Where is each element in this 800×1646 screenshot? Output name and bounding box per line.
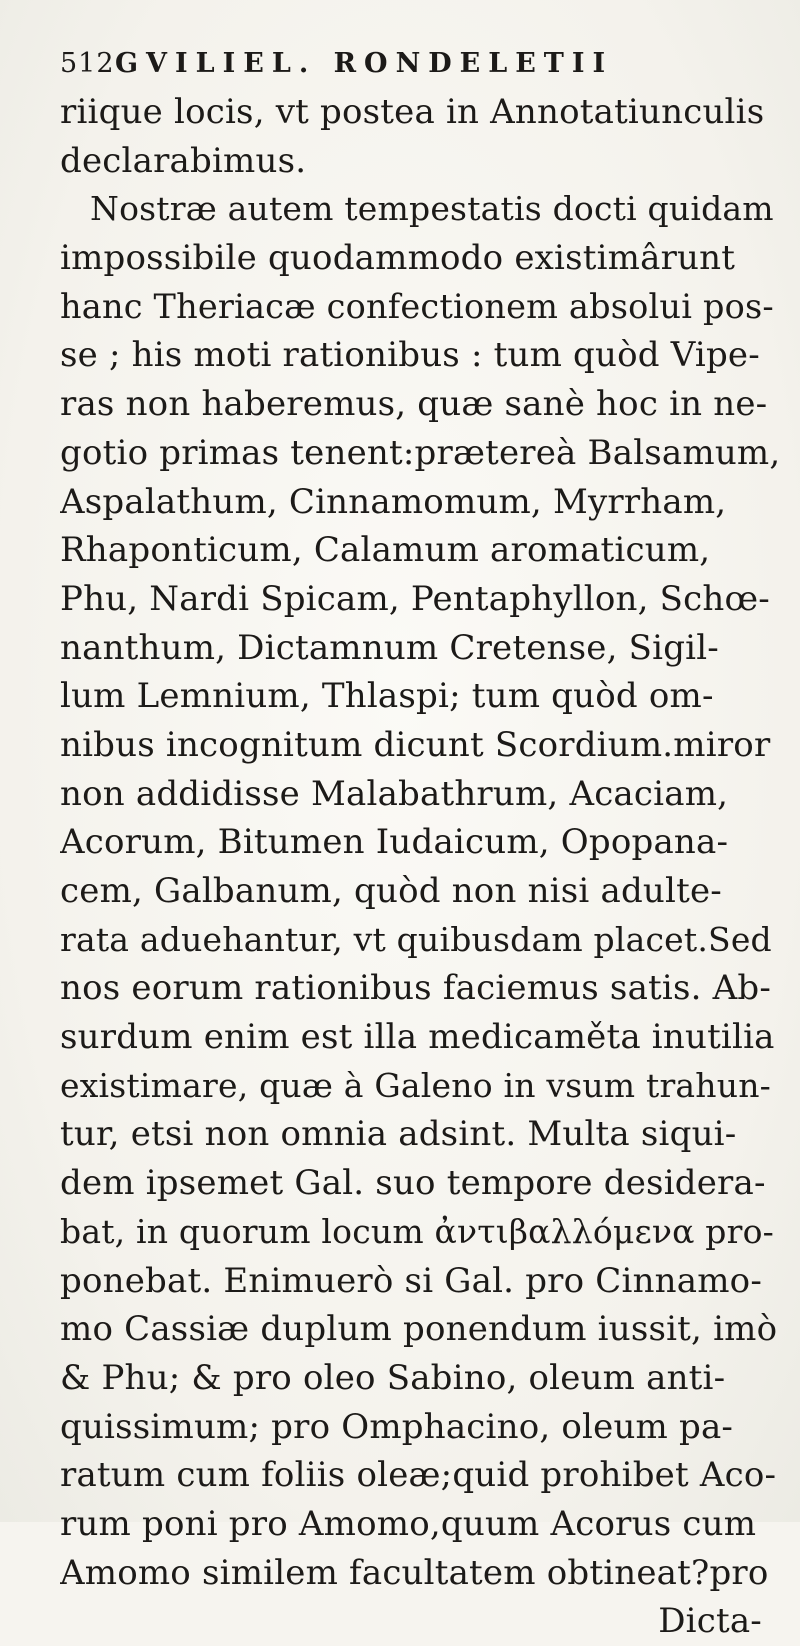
text-line: rum poni pro Amomo,quum Acorus cum — [60, 1503, 757, 1544]
text-line: rata aduehantur, vt quibusdam placet.Sed — [60, 919, 772, 959]
text-line: se ; his moti rationibus : tum quòd Vipe- — [60, 335, 760, 376]
text-line: Rhaponticum, Calamum aromaticum, — [60, 530, 711, 571]
text-line: mo Cassiæ duplum ponendum iussit, imò — [60, 1309, 778, 1350]
catchword: Dicta- — [658, 1601, 762, 1642]
text-line: gotio primas tenent:prætereà Balsamum, — [60, 432, 780, 473]
text-line: bat, in quorum locum ἀντιβαλλόμενα pro- — [60, 1211, 775, 1251]
text-line: ras non haberemus, quæ sanè hoc in ne- — [60, 384, 768, 425]
text-line: declarabimus. — [60, 140, 307, 181]
text-line: riique locis, vt postea in Annotatiunculis — [60, 92, 765, 132]
text-line: ponebat. Enimuerò si Gal. pro Cinnamo- — [60, 1260, 763, 1301]
text-line: nibus incognitum dicunt Scordium.miror — [60, 724, 771, 765]
text-line: impossibile quodammodo existimârunt — [60, 238, 736, 279]
text-line: Aspalathum, Cinnamomum, Myrrham, — [60, 481, 727, 522]
text-line: ratum cum foliis oleæ;quid prohibet Aco- — [60, 1455, 777, 1496]
text-line: non addidisse Malabathrum, Acaciam, — [60, 773, 729, 814]
text-line: hanc Theriacæ confectionem absolui pos- — [60, 286, 774, 326]
text-line: surdum enim est illa medicaměta inutilia — [60, 1017, 775, 1058]
text-line: cem, Galbanum, quòd non nisi adulte- — [60, 871, 722, 911]
text-line: quissimum; pro Omphacino, oleum pa- — [60, 1406, 734, 1447]
page-header — [60, 48, 760, 88]
text-line: nanthum, Dictamnum Cretense, Sigil- — [60, 627, 719, 668]
text-line: Amomo similem facultatem obtineat?pro — [60, 1552, 769, 1593]
text-line: & Phu; & pro oleo Sabino, oleum anti- — [60, 1357, 726, 1398]
text-line: existimare, quæ à Galeno in vsum trahun- — [60, 1065, 772, 1105]
text-line: Acorum, Bitumen Iudaicum, Opopana- — [60, 822, 729, 863]
text-line: dem ipsemet Gal. suo tempore desidera- — [60, 1163, 766, 1204]
text-line: Nostræ autem tempestatis docti quidam — [90, 189, 774, 229]
body-text — [60, 88, 780, 1646]
page-number: 512 — [60, 48, 115, 79]
text-line: tur, etsi non omnia adsint. Multa siqui- — [60, 1114, 737, 1155]
text-line: Phu, Nardi Spicam, Pentaphyllon, Schœ- — [60, 578, 770, 619]
text-line: lum Lemnium, Thlaspi; tum quòd om- — [60, 676, 714, 717]
running-head: GVILIEL. RONDELETII — [115, 48, 614, 79]
text-line: nos eorum rationibus faciemus satis. Ab- — [60, 968, 772, 1009]
